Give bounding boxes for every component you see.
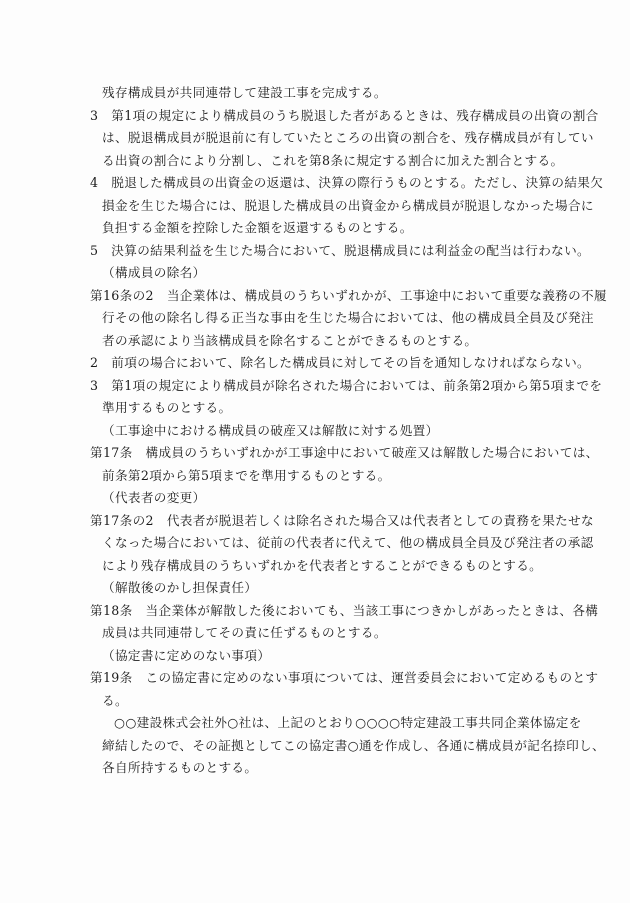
text-line: る。 — [102, 692, 128, 708]
text-line: 前条第2項から第5項までを準用するものとする。 — [102, 467, 391, 483]
text-line: 行その他の除名し得る正当な事由を生じた場合においては、他の構成員全員及び発注 — [102, 310, 594, 325]
document-body — [0, 82, 630, 780]
text-line: 締結したので、その証拠としてこの協定書○通を作成し、各通に構成員が記名捺印し、 — [102, 737, 605, 753]
section-heading: （協定書に定めのない事項） — [102, 647, 271, 663]
text-line: くなった場合においては、従前の代表者に代えて、他の構成員全員及び発注者の承認 — [102, 535, 594, 550]
clause-item-3: 3 第1項の規定により構成員のうち脱退した者があるときは、残存構成員の出資の割合 — [90, 107, 599, 123]
text-line: 負担する金額を控除した金額を返還するものとする。 — [102, 220, 413, 235]
text-line: 各自所持するものとする。 — [102, 760, 258, 775]
article-17-2: 第17条の2 代表者が脱退若しくは除名された場合又は代表者としての責務を果たせな — [90, 512, 595, 528]
text-line: 準用するものとする。 — [102, 400, 232, 415]
text-line: は、脱退構成員が脱退前に有していたところの出資の割合を、残存構成員が有してい — [102, 130, 594, 145]
clause-item-3: 3 第1項の規定により構成員が除名された場合においては、前条第2項から第5項までを — [90, 377, 603, 393]
article-17: 第17条 構成員のうちいずれかが工事途中において破産又は解散した場合においては、 — [90, 445, 599, 460]
section-heading: （代表者の変更） — [102, 490, 206, 505]
text-line: 者の承認により当該構成員を除名することができるものとする。 — [102, 332, 478, 348]
text-line: 残存構成員が共同連帯して建設工事を完成する。 — [102, 85, 387, 100]
section-heading: （工事途中における構成員の破産又は解散に対する処置） — [102, 422, 439, 438]
clause-item-4: 4 脱退した構成員の出資金の返還は、決算の際行うものとする。ただし、決算の結果欠 — [90, 175, 604, 190]
text-line: により残存構成員のうちいずれかを代表者とすることができるものとする。 — [102, 557, 543, 573]
section-heading: （構成員の除名） — [102, 265, 206, 280]
closing-statement: ○○建設株式会社外○社は、上記のとおり○○○○特定建設工事共同企業体協定を — [114, 715, 582, 730]
section-heading: （解散後のかし担保責任） — [102, 580, 258, 595]
article-16-2: 第16条の2 当企業体は、構成員のうちいずれかが、工事途中において重要な義務の不履 — [90, 287, 607, 303]
article-19: 第19条 この協定書に定めのない事項については、運営委員会において定めるものとす — [90, 670, 599, 685]
clause-item-2: 2 前項の場合において、除名した構成員に対してその旨を通知しなければならない。 — [90, 355, 590, 370]
text-line: 損金を生じた場合には、脱退した構成員の出資金から構成員が脱退しなかった場合に — [102, 197, 594, 213]
text-line: る出資の割合により分割し、これを第8条に規定する割合に加えた割合とする。 — [102, 152, 564, 168]
text-line: 成員は共同連帯してその責に任ずるものとする。 — [102, 625, 387, 640]
clause-item-5: 5 決算の結果利益を生じた場合において、脱退構成員には利益金の配当は行わない。 — [90, 242, 590, 258]
article-18: 第18条 当企業体が解散した後においても、当該工事につきかしがあったときは、各構 — [90, 602, 599, 618]
